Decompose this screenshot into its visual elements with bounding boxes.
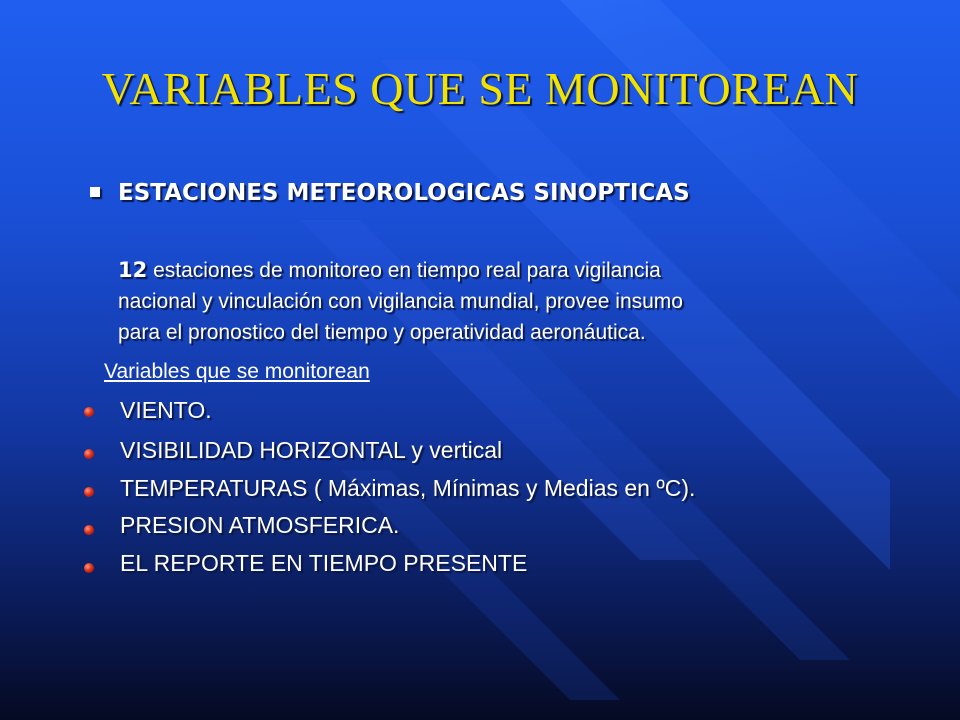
- list-item: VIENTO.: [120, 397, 212, 423]
- round-bullet-icon: [84, 407, 94, 417]
- description-paragraph: [118, 255, 683, 348]
- round-bullet-icon: [84, 487, 94, 497]
- list-item: PRESION ATMOSFERICA.: [120, 512, 400, 538]
- variables-subheading: Variables que se monitorean: [104, 360, 370, 383]
- paragraph-line-2: nacional y vinculación con vigilancia mundial, provee insumo: [118, 290, 683, 313]
- list-item: VISIBILIDAD HORIZONTAL y vertical: [120, 437, 503, 463]
- round-bullet-icon: [84, 525, 94, 535]
- list-item: EL REPORTE EN TIEMPO PRESENTE: [120, 550, 528, 576]
- paragraph-line-1: estaciones de monitoreo en tiempo real para vigilancia: [147, 259, 661, 282]
- round-bullet-icon: [84, 449, 94, 459]
- round-bullet-icon: [84, 563, 94, 573]
- square-bullet-icon: [90, 187, 100, 197]
- paragraph-line-3: para el pronostico del tiempo y operatividad aeronáutica.: [118, 321, 646, 344]
- station-count: 12: [118, 258, 148, 282]
- list-item: TEMPERATURAS ( Máximas, Mínimas y Medias en ºC).: [120, 475, 696, 501]
- slide-title: VARIABLES QUE SE MONITOREAN: [101, 63, 859, 114]
- section-heading: ESTACIONES METEOROLOGICAS SINOPTICAS: [118, 180, 690, 206]
